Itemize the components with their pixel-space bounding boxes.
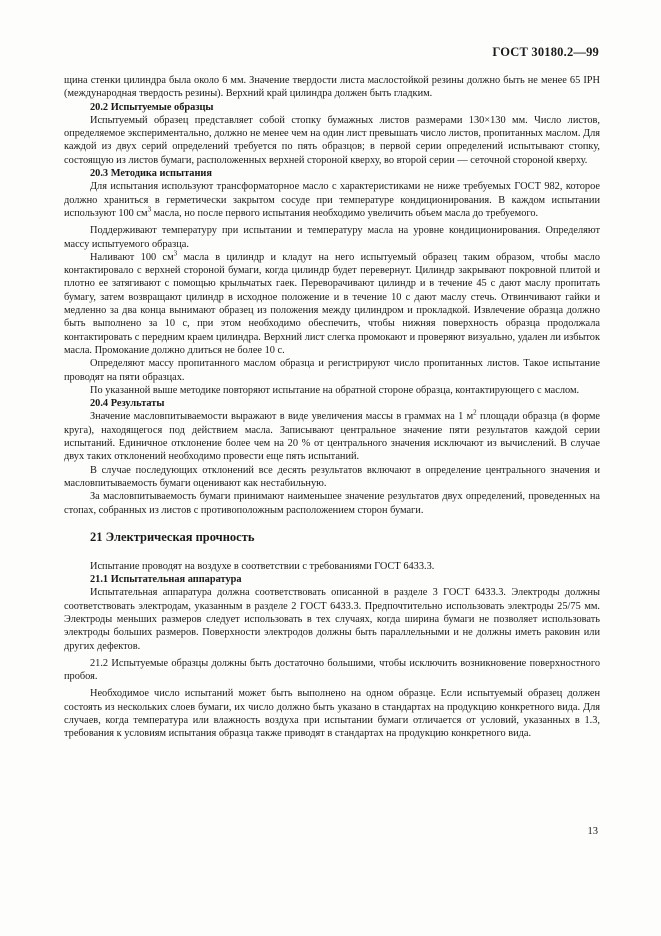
superscript: 3 [147, 205, 152, 214]
paragraph: щина стенки цилиндра была около 6 мм. Значение твердости листа маслостойкой резины должно быть не менее 65 IPH (международная твердость резины). Верхний край цилиндра должен быть гладким. [64, 75, 600, 100]
paragraph: Поддерживают температуру при испытании и температуру масла на уровне кондиционирования. Определяют массу испытуемого образца. [64, 225, 600, 250]
paragraph [64, 180, 600, 220]
text-run: площади образца (в форме круга), находящегося под действием масла. Записывают центральное значение пяти результатов каждой серии испытаний. Единичное отклонение более чем на 20 % от центрального значения исключают из вычислений. В случае двух таких отклонений необходимо провести еще пять испытаний. [64, 411, 600, 463]
text-run: Значение масловпитываемости выражают в виде увеличения массы в граммах на 1 м [90, 411, 474, 423]
paragraph [64, 410, 600, 463]
text-run: масла, но после первого испытания необходимо увеличить объем масла до требуемого. [151, 207, 539, 219]
paragraph: По указанной выше методике повторяют испытание на обратной стороне образца, контактирующего с маслом. [90, 384, 580, 396]
text-run: масла в цилиндр и кладут на него испытуемый образец таким образом, чтобы масло контактировало с верхней стороной бумаги, когда цилиндр будет перевернут. Цилиндр закрывают покровной плитой и плотно ее затягивают с помощью крыльчатых гаек. Переворачивают цилиндр и в течение 45 с дают маслу пропитать бумагу, затем возвращают цилиндр в исходное положение и в течение 10 с дают маслу стечь. Отвинчивают гайки и медленно за два конца вынимают образец из положения между цилиндром и прокладкой. Извлечение образца должно быть выполнено за 10 с, при этом необходимо обеспечить, чтобы нижняя поверхность образца продолжала контактировать с передним краем цилиндра. Верхний лист слегка промокают и проверяют визуально, удален ли избыток масла. Промокание должно длиться не более 10 с. [64, 251, 600, 356]
paragraph: Испытание проводят на воздухе в соответствии с требованиями ГОСТ 6433.3. [90, 560, 435, 572]
paragraph: В случае последующих отклонений все десять результатов включают в определение центрального значения и масловпитываемость бумаги оценивают как нестабильную. [64, 464, 600, 489]
superscript: 2 [473, 408, 477, 417]
section-heading-21-1: 21.1 Испытательная аппаратура [90, 574, 242, 586]
text-run: Наливают 100 см [90, 251, 174, 263]
paragraph: 21.2 Испытуемые образцы должны быть достаточно большими, чтобы исключить возникновение поверхностного пробоя. [64, 657, 600, 683]
superscript: 3 [173, 249, 178, 258]
paragraph: Испытуемый образец представляет собой стопку бумажных листов размерами 130×130 мм. Число листов, определяемое экспериментально, должно не менее чем на один лист превышать число листов, пропитанных маслом. Для каждой из двух серий определений требуется по пять образцов; в первой серии определений испытывают стопку, состоящую из листов бумаги, расположенных верхней стороной кверху, во второй серии — сеточной стороной кверху. [64, 114, 600, 166]
section-heading-21: 21 Электрическая прочность [90, 529, 255, 544]
paragraph: За масловпитываемость бумаги принимают наименьшее значение результатов двух определений, проведенных на стопах, собранных из листов с противоположным расположением сторон бумаги. [64, 491, 600, 516]
document-body [64, 74, 600, 741]
paragraph: Определяют массу пропитанного маслом образца и регистрируют число пропитанных листов. Такое испытание проводят на пяти образцах. [64, 358, 600, 383]
section-heading-20-2: 20.2 Испытуемые образцы [90, 101, 214, 113]
section-heading-20-4: 20.4 Результаты [90, 398, 165, 410]
paragraph: Испытательная аппаратура должна соответствовать описанной в разделе 3 ГОСТ 6433.3. Электроды должны соответствовать электродам, указанным в разделе 2 ГОСТ 6433.3. Предпочтительно использовать электроды 25/75 мм. Электроды меньших размеров следует использовать в тех случаях, когда ширина бумаги не позволяет использовать электроды больших размеров. Поверхности электродов должны быть параллельными и не должны иметь раковин или других дефектов. [64, 587, 600, 652]
text-run: Для испытания используют трансформаторное масло с характеристиками не ниже требуемых ГОСТ 982, которое должно храниться в герметически закрытом сосуде при температуре кондиционирования. В каждом испытании используют 100 см [64, 181, 600, 219]
paragraph: Необходимое число испытаний может быть выполнено на одном образце. Если испытуемый образец должен состоять из нескольких слоев бумаги, их число должно быть указано в стандартах на продукцию конкретного вида. Для случаев, когда температура или влажность воздуха при испытании бумаги отличается от условий, указанных в 1.3, требования к условиям испытания образца также приводят в стандартах на продукцию конкретного вида. [64, 688, 600, 740]
section-heading-20-3: 20.3 Методика испытания [90, 168, 212, 180]
document-header: ГОСТ 30180.2—99 [492, 45, 599, 59]
page-number: 13 [587, 826, 598, 837]
paragraph [64, 251, 600, 357]
